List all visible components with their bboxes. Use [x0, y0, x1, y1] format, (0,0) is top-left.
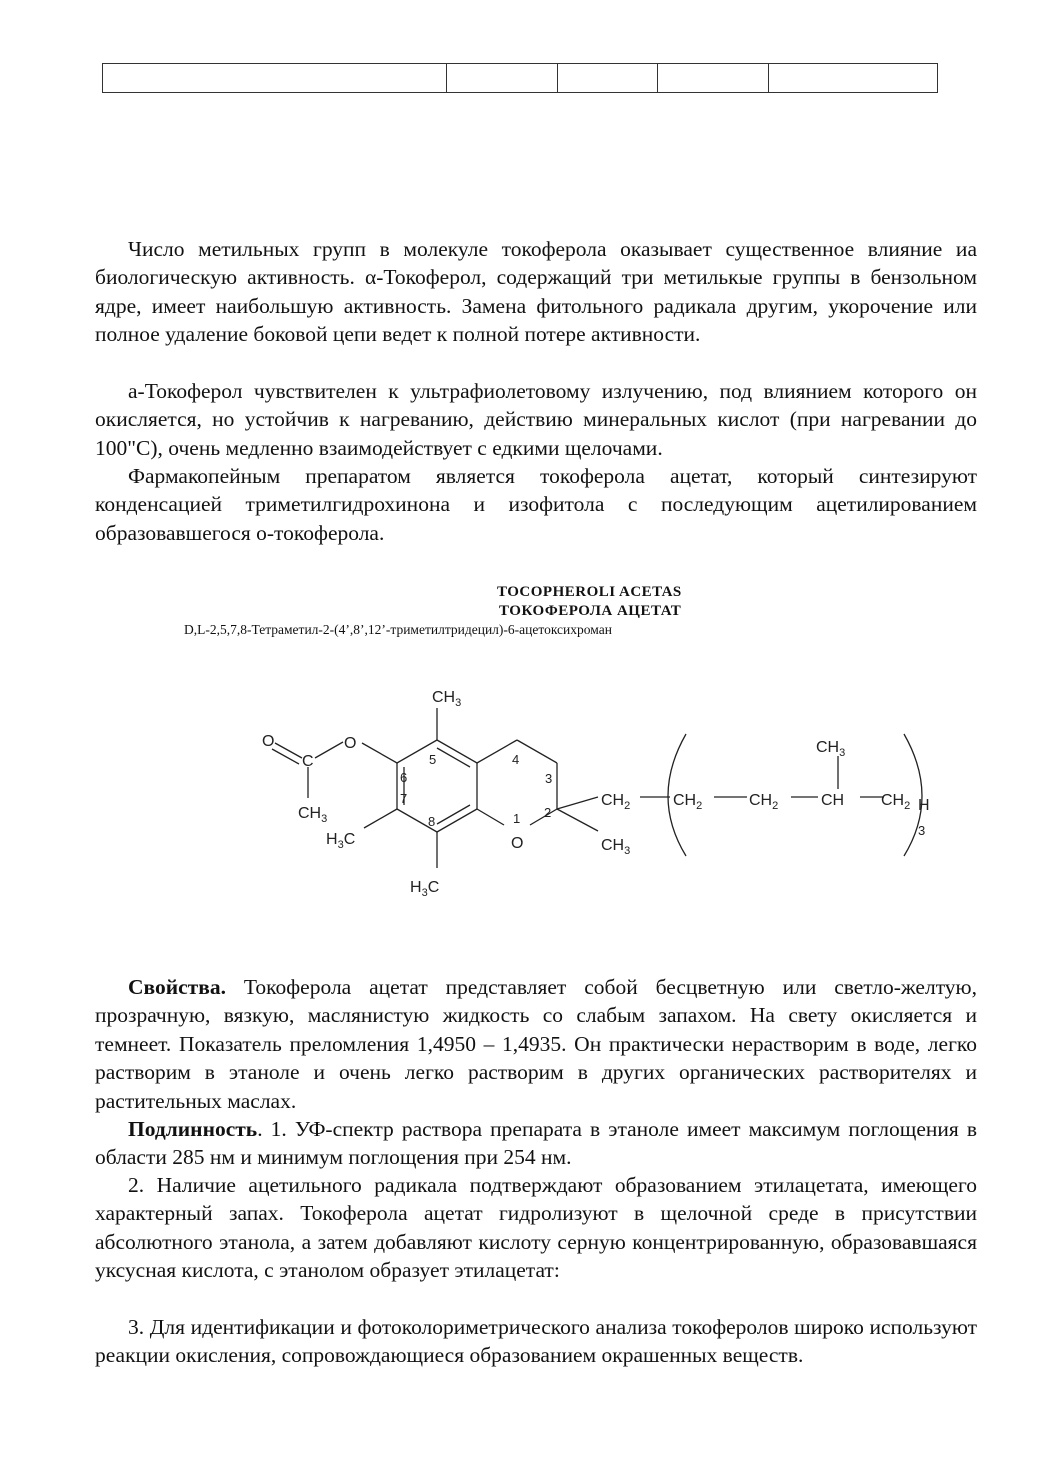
- figure-iupac-name: D,L-2,5,7,8-Тетраметил-2-(4’,8’,12’-триметилтридецил)-6-ацетоксихроман: [184, 622, 612, 637]
- svg-text:CH3: $CH_3$: [601, 837, 631, 857]
- table-cell: [103, 64, 447, 93]
- properties-label: Свойства.: [128, 975, 226, 999]
- figure-title-latin: TOCOPHEROLI ACETAS: [497, 584, 682, 600]
- table-cell: [769, 64, 938, 93]
- svg-text:1: 1: [513, 811, 521, 826]
- svg-text:H: H: [918, 797, 930, 814]
- table-cell: [658, 64, 769, 93]
- authenticity-text: . 1. УФ-спектр раствора препарата в этаноле имеет максимум поглощения в области 285 нм и минимум поглощения при 254 нм.: [95, 1117, 977, 1170]
- figure-title-russian: ТОКОФЕРОЛА АЦЕТАТ: [499, 603, 682, 619]
- svg-text:2: 2: [544, 805, 552, 820]
- paragraph-authenticity: [95, 1115, 977, 1172]
- svg-text:3: 3: [545, 771, 553, 786]
- svg-text:CH3: $CH_3$: [298, 805, 328, 825]
- svg-text:CH3: $CH_3$: [816, 739, 846, 759]
- svg-text:CH2: $CH_2$: [749, 792, 779, 812]
- svg-text:7: 7: [400, 791, 408, 806]
- paragraph-item-3: 3. Для идентификации и фотоколориметрического анализа токоферолов широко используют реакции окисления, сопровождающиеся образованием окрашенных веществ.: [95, 1315, 977, 1368]
- authenticity-label: Подлинность: [128, 1117, 258, 1141]
- svg-text:H3C: $H_3C$: [326, 831, 356, 851]
- svg-text:8: 8: [428, 814, 436, 829]
- table-cell: [558, 64, 658, 93]
- svg-text:CH2: $CH_2$: [881, 792, 911, 812]
- svg-text:CH2: $CH_2$: [673, 792, 703, 812]
- table-cell: [447, 64, 558, 93]
- paragraph-methyl-groups: Число метильных групп в молекуле токоферола оказывает существенное влияние иа биологическую активность. α-Токоферол, содержащий три метилькые группы в бензольном ядре, имеет наибольшую активность. Замена фитольного радикала другим, укорочение или полное удаление боковой цепи ведет к полной потере активности.: [95, 237, 977, 347]
- svg-text:O: O: [344, 735, 357, 752]
- svg-text:C: C: [302, 753, 314, 770]
- svg-text:CH2: $CH_2$: [601, 792, 631, 812]
- svg-text:4: 4: [512, 752, 520, 767]
- paragraph-synthesis: Фармакопейным препаратом является токоферола ацетат, который синтезируют конденсацией триметилгидрохинона и изофитола с последующим ацетилированием образовавшегося о-токоферола.: [95, 464, 977, 545]
- svg-text:O: O: [511, 835, 524, 852]
- top-table-fragment: [102, 63, 938, 93]
- paragraph-properties: [95, 973, 977, 1115]
- paragraph-item-2: 2. Наличие ацетильного радикала подтверждают образованием этилацетата, имеющего характерный запах. Токоферола ацетат гидролизуют в щелочной среде в присутствии абсолютного этанола, а затем добавляют кислоту серную концентрированную, образовавшаяся уксусная кислота, с этанолом образует этилацетат:: [95, 1173, 977, 1283]
- properties-text: Токоферола ацетат представляет собой бесцветную или светло-желтую, прозрачную, вязкую, маслянистую жидкость со слабым запахом. На свету окисляется и темнеет. Показатель преломления 1,4950 – 1,4935. Он практически нерастворим в воде, легко растворим в этаноле и очень легко растворим в других органических растворителях и растительных маслах.: [95, 975, 977, 1113]
- svg-text:O: O: [262, 733, 275, 750]
- svg-text:CH: CH: [821, 792, 845, 809]
- svg-text:CH3: $CH_3$: [432, 689, 462, 709]
- svg-text:6: 6: [400, 770, 408, 785]
- paragraph-uv-sensitivity: а-Токоферол чувствителен к ультрафиолетовому излучению, под влиянием которого он окисляется, но устойчив к нагреванию, действию минеральных кислот (при нагревании до 100"С), очень медленно взаимодействует с едкими щелочами.: [95, 379, 977, 460]
- tocopherol-acetate-structure: [240, 670, 960, 915]
- svg-text:5: 5: [429, 752, 437, 767]
- svg-text:H3C: $H_3C$: [410, 879, 440, 899]
- svg-text:3: 3: [918, 823, 926, 838]
